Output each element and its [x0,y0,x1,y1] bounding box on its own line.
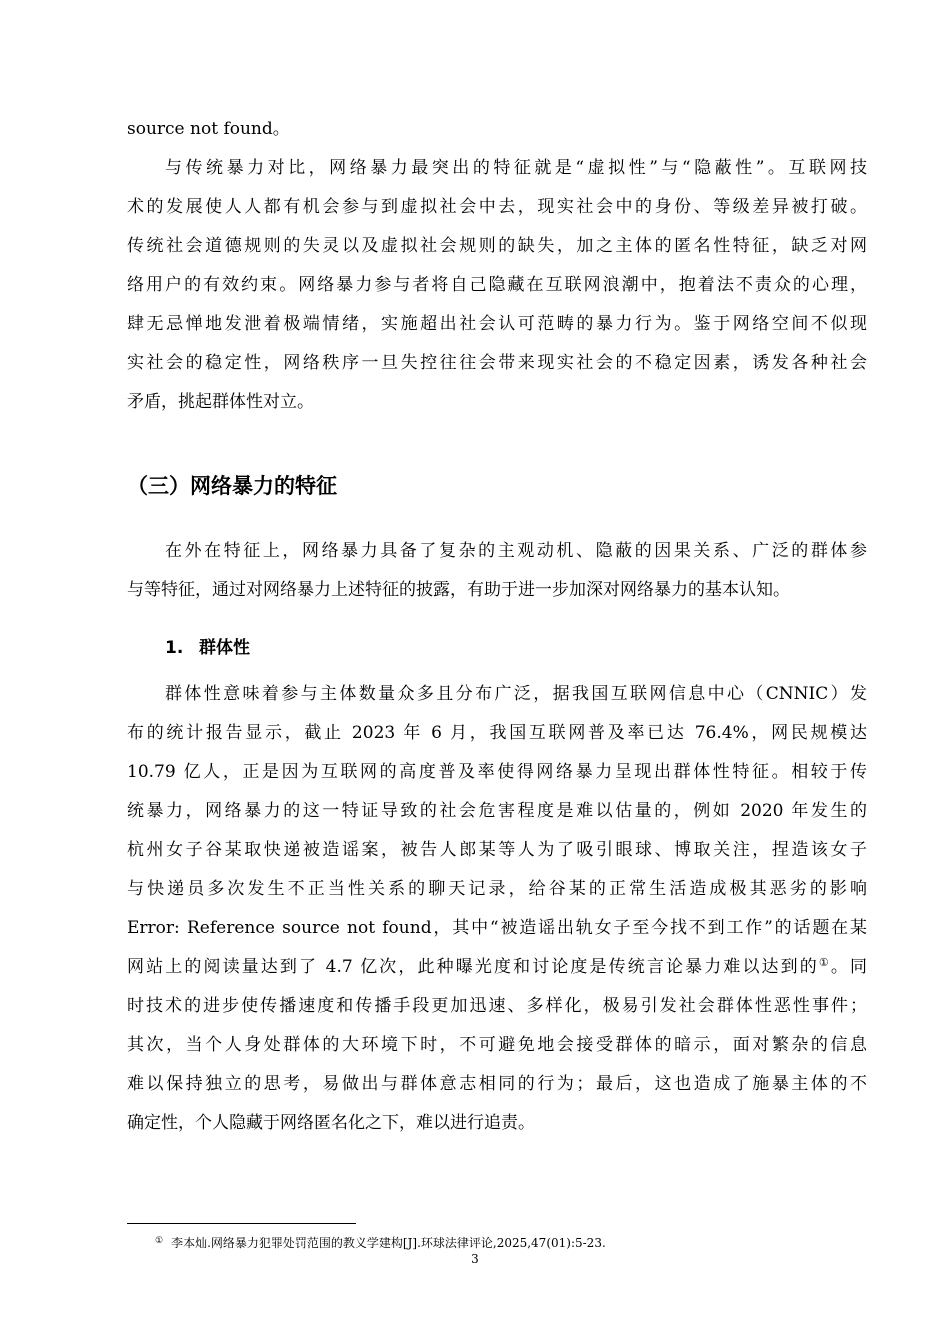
subsection-heading [165,636,250,660]
page-number: 3 [471,1252,479,1266]
paragraph-line: 矛盾，挑起群体性对立。 [127,392,314,412]
paragraph-line [127,955,867,979]
paragraph-line: source not found。 [127,119,290,139]
footnote-reference[interactable]: ① [818,956,831,969]
paragraph-line: 布的统计报告显示，截止 2023 年 6 月，我国互联网普及率已达 76.4%，网民规模达 [127,723,867,743]
paragraph-line: 确定性，个人隐藏于网络匿名化之下，难以进行追责。 [127,1113,535,1133]
paragraph-line: 肆无忌惮地发泄着极端情绪，实施超出社会认可范畴的暴力行为。鉴于网络空间不似现 [127,314,867,334]
footnote [155,1235,606,1251]
footnote-text: 李本灿.网络暴力犯罪处罚范围的教义学建构[J].环球法律评论,2025,47(01):5-23. [171,1236,606,1250]
paragraph-line: Error: Reference source not found，其中“被造谣出轨女子至今找不到工作”的话题在某 [127,918,867,938]
paragraph-line: 术的发展使人人都有机会参与到虚拟社会中去，现实社会中的身份、等级差异被打破。 [127,197,867,217]
subsection-title: 群体性 [199,638,250,658]
paragraph-line: 杭州女子谷某取快递被造谣案，被告人郎某等人为了吸引眼球、博取关注，捏造该女子 [127,840,867,860]
paragraph-line: 其次，当个人身处群体的大环境下时，不可避免地会接受群体的暗示，面对繁杂的信息 [127,1035,867,1055]
paragraph-line: 实社会的稳定性，网络秩序一旦失控往往会带来现实社会的不稳定因素，诱发各种社会 [127,353,867,373]
section-heading: （三）网络暴力的特征 [127,474,337,498]
subsection-number: 1. [165,638,184,658]
paragraph-line: 难以保持独立的思考，易做出与群体意志相同的行为；最后，这也造成了施暴主体的不 [127,1074,867,1094]
text-run: 。同 [830,957,868,977]
footnote-separator [127,1223,356,1224]
paragraph-line: 传统社会道德规则的失灵以及虚拟社会规则的缺失，加之主体的匿名性特征，缺乏对网 [127,236,867,256]
paragraph-line: 与等特征，通过对网络暴力上述特征的披露，有助于进一步加深对网络暴力的基本认知。 [127,580,790,600]
paragraph-line: 与传统暴力对比，网络暴力最突出的特征就是“虚拟性”与“隐蔽性”。互联网技 [165,158,867,178]
paragraph-line: 群体性意味着参与主体数量众多且分布广泛，据我国互联网信息中心（CNNIC）发 [165,684,867,704]
paragraph-line: 时技术的进步使传播速度和传播手段更加迅速、多样化，极易引发社会群体性恶性事件； [127,996,867,1016]
paragraph-line: 络用户的有效约束。网络暴力参与者将自己隐藏在互联网浪潮中，抱着法不责众的心理， [127,275,867,295]
paragraph-line: 在外在特征上，网络暴力具备了复杂的主观动机、隐蔽的因果关系、广泛的群体参 [165,541,867,561]
paragraph-line: 与快递员多次发生不正当性关系的聊天记录，给谷某的正常生活造成极其恶劣的影响 [127,879,867,899]
paragraph-line: 10.79 亿人，正是因为互联网的高度普及率使得网络暴力呈现出群体性特征。相较于传 [127,762,867,782]
footnote-mark: ① [155,1236,164,1246]
text-run: 网站上的阅读量达到了 4.7 亿次，此种曝光度和讨论度是传统言论暴力难以达到的 [127,957,819,977]
paragraph-line: 统暴力，网络暴力的这一特证导致的社会危害程度是难以估量的，例如 2020 年发生的 [127,801,867,821]
